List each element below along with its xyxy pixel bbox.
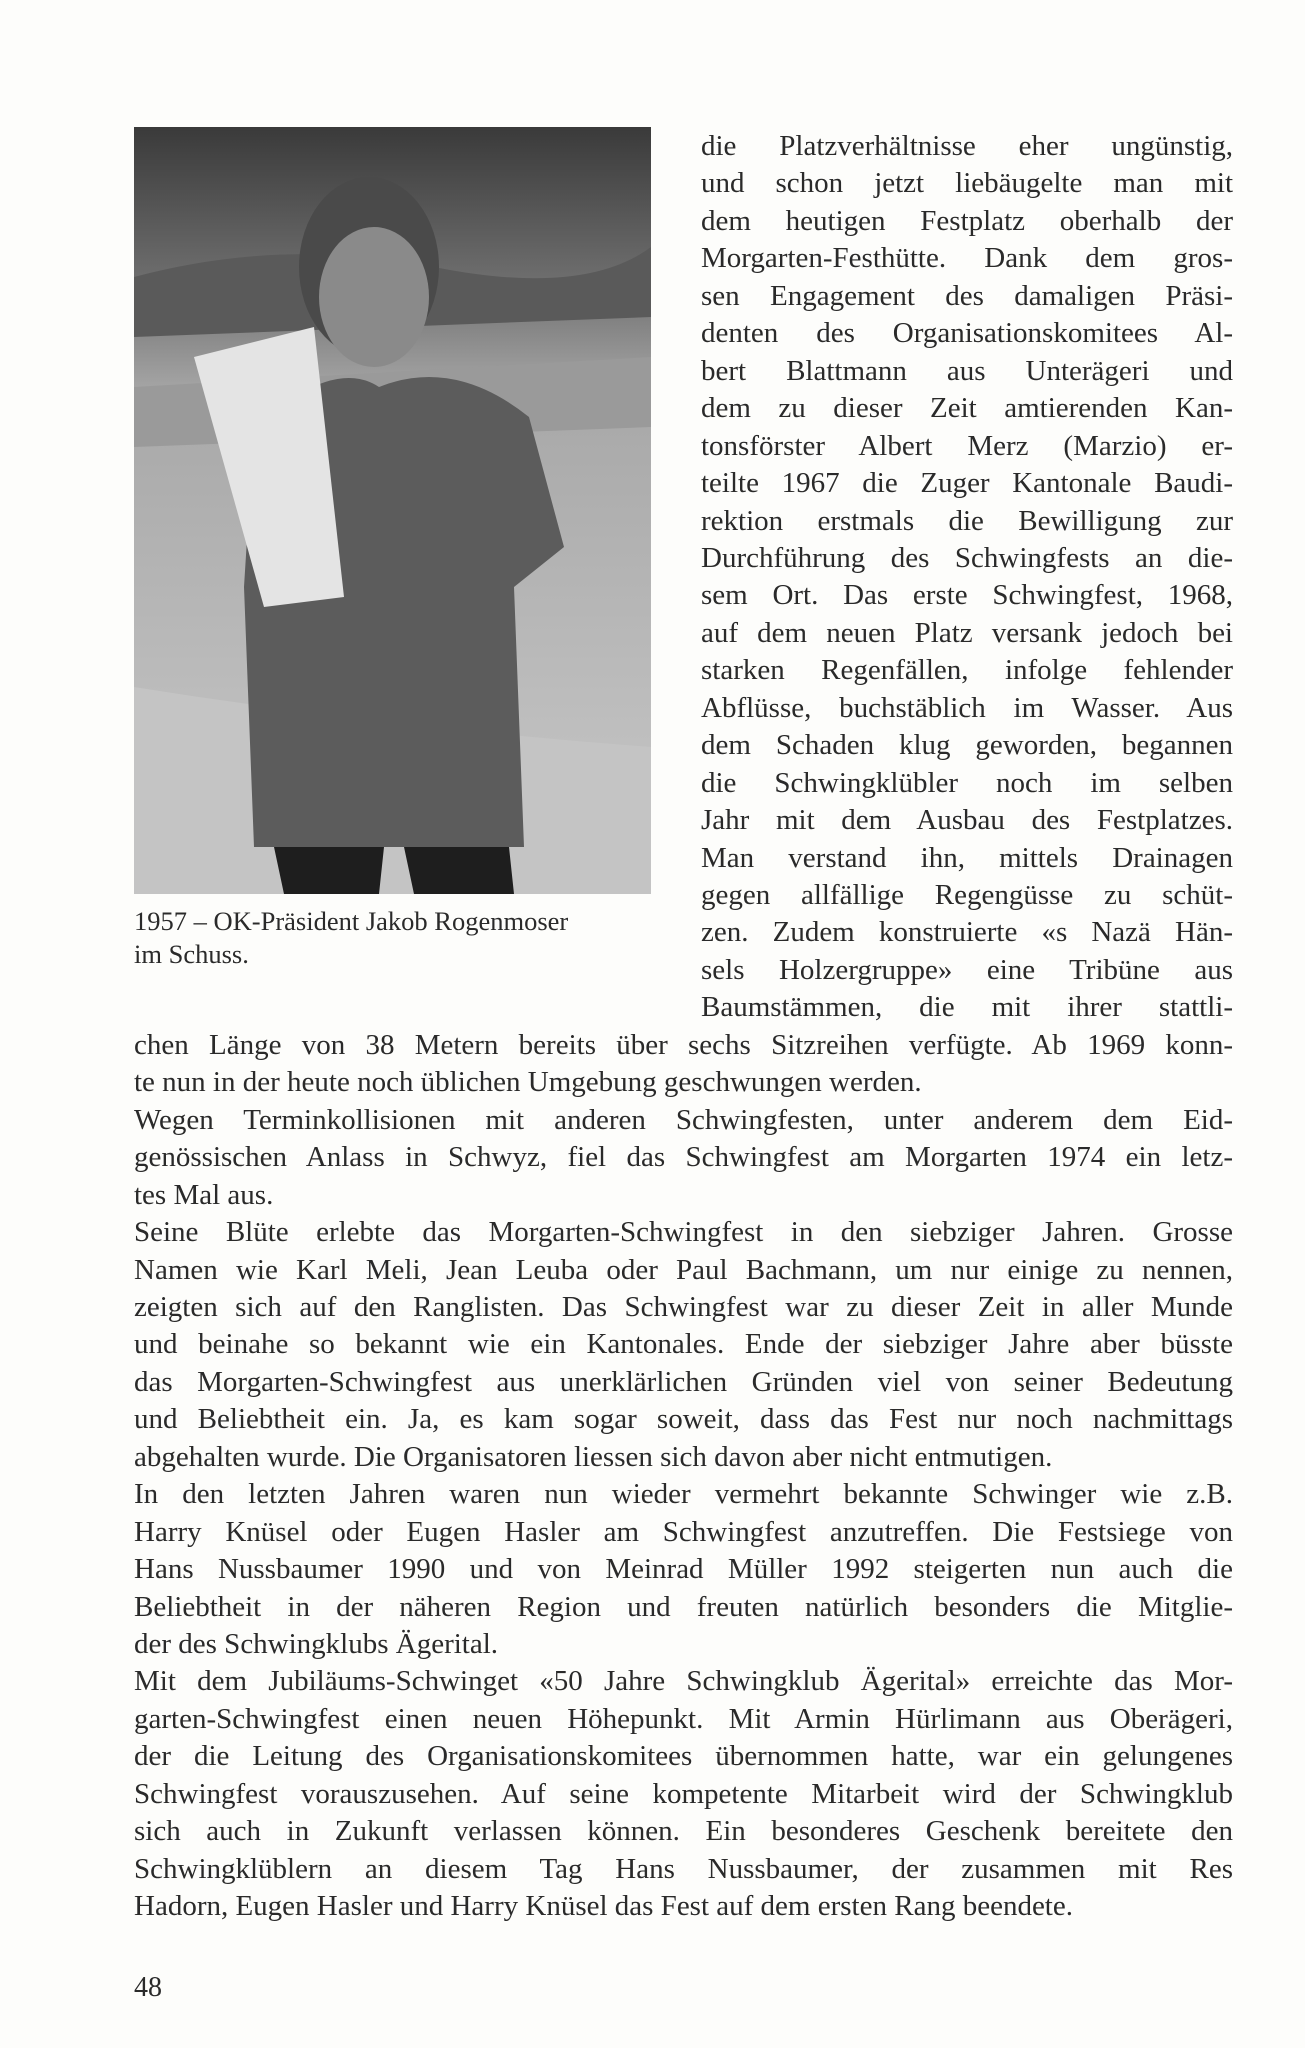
body-text-line: und schon jetzt liebäugelte man mit (701, 167, 1233, 200)
body-text-line: starken Regenfällen, infolge fehlender (701, 654, 1233, 687)
body-text-line: sen Engagement des damaligen Präsi- (701, 279, 1233, 312)
caption-line: 1957 – OK-Präsident Jakob Rogenmoser (134, 906, 569, 936)
body-text-line: Namen wie Karl Meli, Jean Leuba oder Paul Bachmann, um nur einige zu nennen, (134, 1253, 1233, 1286)
body-text-line: Beliebtheit in der näheren Region und freuten natürlich besonders die Mitglie- (134, 1590, 1233, 1623)
body-text-line: Hans Nussbaumer 1990 und von Meinrad Müller 1992 steigerten nun auch die (134, 1553, 1233, 1586)
body-text-line: und Beliebtheit ein. Ja, es kam sogar soweit, dass das Fest nur noch nachmittags (134, 1403, 1233, 1436)
body-text-line: der des Schwingklubs Ägerital. (134, 1628, 499, 1660)
body-text-line: tonsförster Albert Merz (Marzio) er- (701, 429, 1233, 462)
body-text-line: Man verstand ihn, mittels Drainagen (701, 841, 1233, 874)
body-text-line: Mit dem Jubiläums-Schwinget «50 Jahre Schwingklub Ägerital» erreichte das Mor- (134, 1665, 1233, 1698)
body-text-line: das Morgarten-Schwingfest aus unerklärlichen Gründen viel von seiner Bedeutung (134, 1365, 1233, 1398)
body-text-line: gegen allfällige Regengüsse zu schüt- (701, 879, 1233, 911)
body-text-line: denten des Organisationskomitees Al- (701, 317, 1233, 350)
body-text-line: chen Länge von 38 Metern bereits über sechs Sitzreihen verfügte. Ab 1969 konn- (134, 1028, 1233, 1061)
body-text-line: Jahr mit dem Ausbau des Festplatzes. (701, 804, 1233, 837)
body-text-line: Abflüsse, buchstäblich im Wasser. Aus (701, 691, 1233, 724)
body-text-line: abgehalten wurde. Die Organisatoren liessen sich davon aber nicht entmutigen. (134, 1440, 1053, 1473)
body-text-line: auf dem neuen Platz versank jedoch bei (701, 616, 1233, 649)
body-text-line: In den letzten Jahren waren nun wieder vermehrt bekannte Schwinger wie z.B. (134, 1478, 1233, 1511)
page-number: 48 (134, 1972, 162, 2003)
body-text-line: Hadorn, Eugen Hasler und Harry Knüsel das Fest auf dem ersten Rang beendete. (134, 1890, 1073, 1923)
body-text-line: tes Mal aus. (134, 1178, 274, 1211)
body-text-line: Schwingklüblern an diesem Tag Hans Nussbaumer, der zusammen mit Res (134, 1852, 1233, 1885)
body-text-line: zeigten sich auf den Ranglisten. Das Schwingfest war zu dieser Zeit in aller Munde (134, 1290, 1233, 1323)
body-text-line: und beinahe so bekannt wie ein Kantonales. Ende der siebziger Jahre aber büsste (134, 1328, 1233, 1361)
body-text-line: sich auch in Zukunft verlassen können. Ein besonderes Geschenk bereitete den (134, 1815, 1233, 1848)
body-text-line: dem zu dieser Zeit amtierenden Kan- (701, 392, 1233, 425)
body-text-line: die Platzverhältnisse eher ungünstig, (701, 130, 1233, 162)
caption-line: im Schuss. (134, 939, 249, 969)
body-text-line: garten-Schwingfest einen neuen Höhepunkt. Mit Armin Hürlimann aus Oberägeri, (134, 1702, 1233, 1735)
body-text-line: dem Schaden klug geworden, begannen (701, 729, 1233, 762)
body-text-line: Wegen Terminkollisionen mit anderen Schwingfesten, unter anderem dem Eid- (134, 1103, 1233, 1136)
body-text-line: bert Blattmann aus Unterägeri und (701, 354, 1233, 387)
body-text-line: Seine Blüte erlebte das Morgarten-Schwingfest in den siebziger Jahren. Grosse (134, 1216, 1233, 1249)
body-text-line: die Schwingklübler noch im selben (701, 766, 1233, 799)
body-text-line: dem heutigen Festplatz oberhalb der (701, 204, 1233, 237)
body-text-line: rektion erstmals die Bewilligung zur (701, 504, 1233, 537)
body-text-line: Schwingfest vorauszusehen. Auf seine kompetente Mitarbeit wird der Schwingklub (134, 1777, 1233, 1810)
body-text-line: teilte 1967 die Zuger Kantonale Baudi- (701, 467, 1233, 500)
body-text-line: Harry Knüsel oder Eugen Hasler am Schwingfest anzutreffen. Die Festsiege von (134, 1515, 1233, 1548)
body-text-line: te nun in der heute noch üblichen Umgebung geschwungen werden. (134, 1066, 922, 1099)
body-text-line: Durchführung des Schwingfests an die- (701, 541, 1233, 574)
body-text-line: der die Leitung des Organisationskomitees übernommen hatte, war ein gelungenes (134, 1740, 1233, 1773)
body-text-line: sem Ort. Das erste Schwingfest, 1968, (701, 579, 1233, 612)
body-text-line: sels Holzergruppe» eine Tribüne aus (701, 953, 1233, 986)
photo-ok-president (134, 127, 651, 894)
body-text-line: genössischen Anlass in Schwyz, fiel das Schwingfest am Morgarten 1974 ein letz- (134, 1141, 1233, 1174)
body-text-line: Baumstämmen, die mit ihrer stattli- (701, 991, 1233, 1024)
body-text-line: Morgarten-Festhütte. Dank dem gros- (701, 242, 1233, 275)
photo-caption (134, 905, 654, 971)
body-text-line: zen. Zudem konstruierte «s Nazä Hän- (701, 916, 1233, 949)
